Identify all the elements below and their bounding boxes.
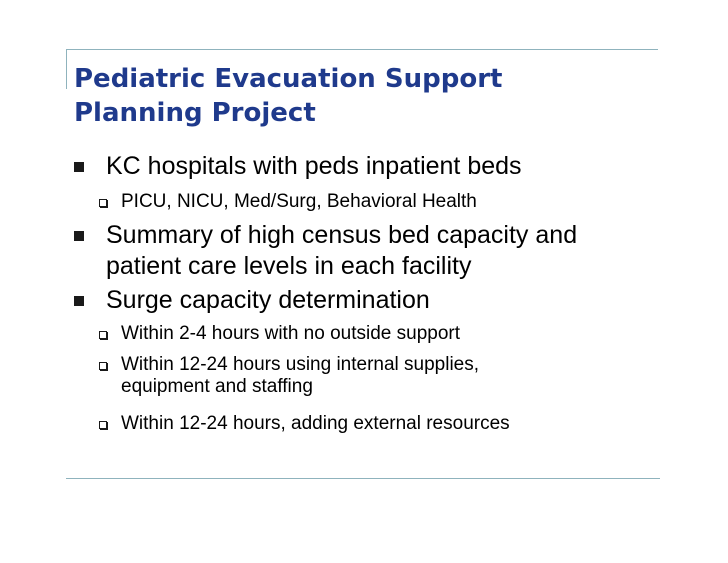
bullet-text: KC hospitals with peds inpatient beds <box>106 152 522 180</box>
bullet-census-summary <box>74 220 577 282</box>
sub-bullet-12-24-internal <box>99 354 479 398</box>
bottom-rule <box>66 478 660 479</box>
slide-title-line-1: Pediatric Evacuation Support <box>74 64 503 94</box>
sub-bullet-2-4-hours <box>99 323 460 345</box>
sub-bullet-text: Within 12-24 hours, adding external resources <box>121 413 510 434</box>
hollow-square-bullet-icon <box>99 421 107 429</box>
hollow-square-bullet-icon <box>99 362 107 370</box>
bullet-text: Surge capacity determination <box>106 286 430 314</box>
square-bullet-icon <box>74 231 84 241</box>
sub-bullet-text: Within 2-4 hours with no outside support <box>121 323 461 344</box>
bullet-text: patient care levels in each facility <box>106 252 472 280</box>
sub-bullet-text: PICU, NICU, Med/Surg, Behavioral Health <box>121 191 477 212</box>
sub-bullet-text: equipment and staffing <box>121 376 313 397</box>
sub-bullet-12-24-external <box>99 413 510 435</box>
hollow-square-bullet-icon <box>99 331 107 339</box>
bullet-kc-hospitals <box>74 151 522 182</box>
bullet-text: Summary of high census bed capacity and <box>106 221 578 249</box>
hollow-square-bullet-icon <box>99 199 107 207</box>
sub-bullet-unit-types <box>99 191 477 213</box>
bullet-surge-capacity <box>74 285 430 316</box>
sub-bullet-text: Within 12-24 hours using internal supplies, <box>121 354 480 375</box>
square-bullet-icon <box>74 296 84 306</box>
slide-title-line-2: Planning Project <box>74 98 316 128</box>
square-bullet-icon <box>74 162 84 172</box>
